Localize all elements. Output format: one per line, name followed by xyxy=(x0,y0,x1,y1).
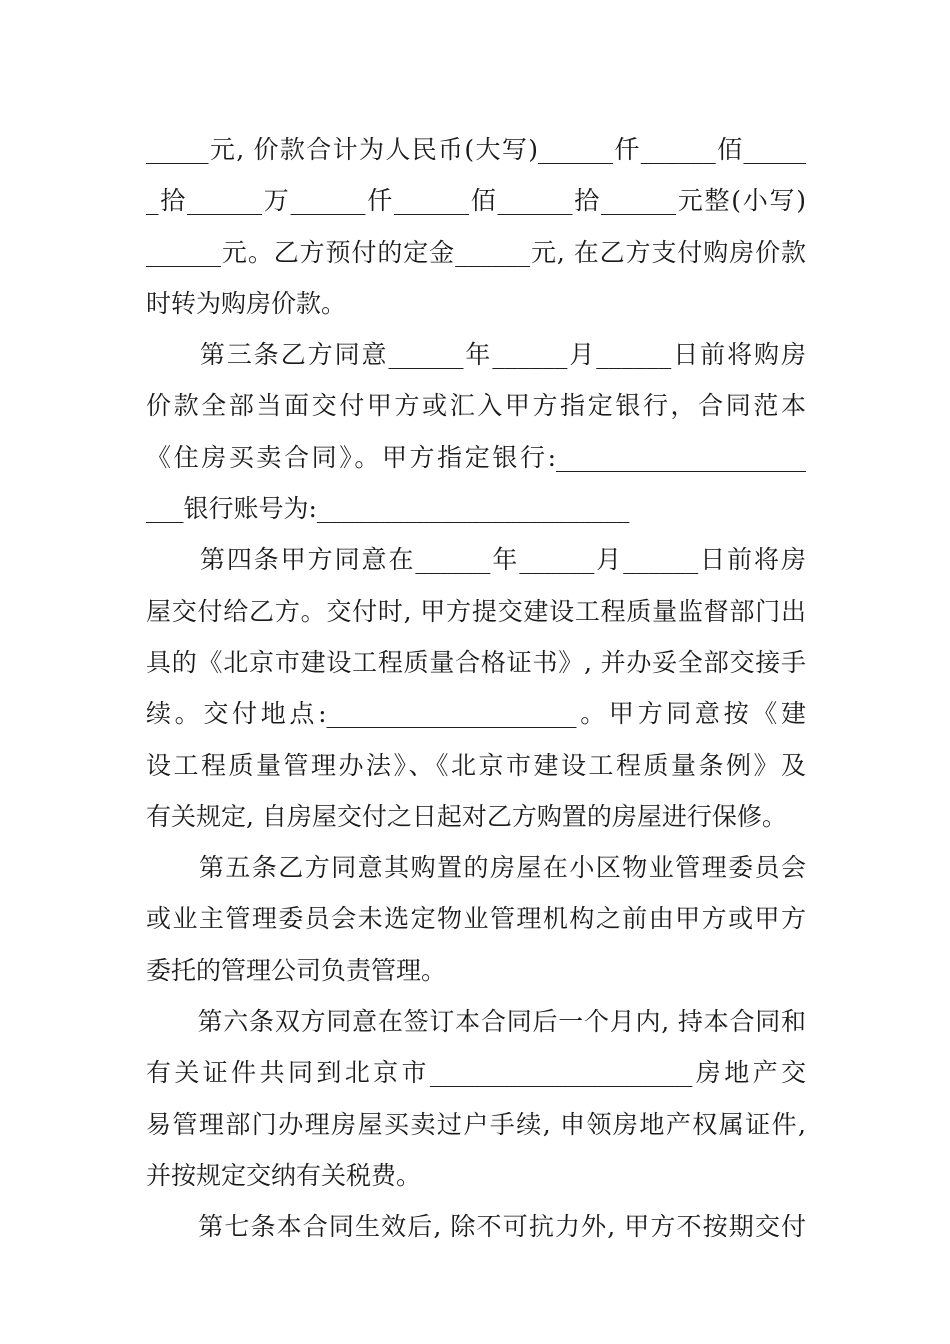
text-line: 并按规定交纳有关税费。 xyxy=(146,1160,422,1190)
text-line: 第三条乙方同意______年______月______日前将购房 xyxy=(146,340,806,370)
text-line: _____元, 价款合计为人民币(大写)______仟______佰_____ xyxy=(146,135,806,164)
text-line: 第七条本合同生效后, 除不可抗力外, 甲方不按期交付 xyxy=(146,1212,806,1242)
text-line: _拾______万______仟______佰______拾______元整(小写) xyxy=(146,186,806,216)
text-line: 价款全部当面交付甲方或汇入甲方指定银行，合同范本 xyxy=(146,391,806,421)
text-line: 或业主管理委员会未选定物业管理机构之前由甲方或甲方 xyxy=(146,904,806,934)
text-line: 屋交付给乙方。交付时, 甲方提交建设工程质量监督部门出 xyxy=(146,596,806,626)
text-line: ______元。乙方预付的定金______元, 在乙方支付购房价款 xyxy=(146,237,806,267)
text-line: 《住房买卖合同》。甲方指定银行:____________________ xyxy=(146,442,806,472)
text-line: ___银行账号为:_________________________ xyxy=(146,494,630,524)
text-line: 第五条乙方同意其购置的房屋在小区物业管理委员会 xyxy=(146,853,806,883)
text-line: 续。交付地点:____________________。甲方同意按《建 xyxy=(146,699,806,729)
text-line: 易管理部门办理房屋买卖过户手续, 申领房地产权属证件, xyxy=(146,1109,806,1139)
text-line: 第六条双方同意在签订本合同后一个月内, 持本合同和 xyxy=(146,1007,806,1037)
text-line: 有关规定, 自房屋交付之日起对乙方购置的房屋进行保修。 xyxy=(146,801,787,831)
contract-body xyxy=(146,124,806,1253)
text-line: 有关证件共同到北京市_____________________房地产交 xyxy=(146,1058,806,1088)
text-line: 委托的管理公司负责管理。 xyxy=(146,955,447,985)
text-line: 设工程质量管理办法》、《北京市建设工程质量条例》及 xyxy=(146,750,806,780)
text-line: 具的《北京市建设工程质量合格证书》, 并办妥全部交接手 xyxy=(146,647,806,677)
text-line: 第四条甲方同意在______年______月______日前将房 xyxy=(146,545,806,575)
text-line: 时转为购房价款。 xyxy=(146,288,347,318)
